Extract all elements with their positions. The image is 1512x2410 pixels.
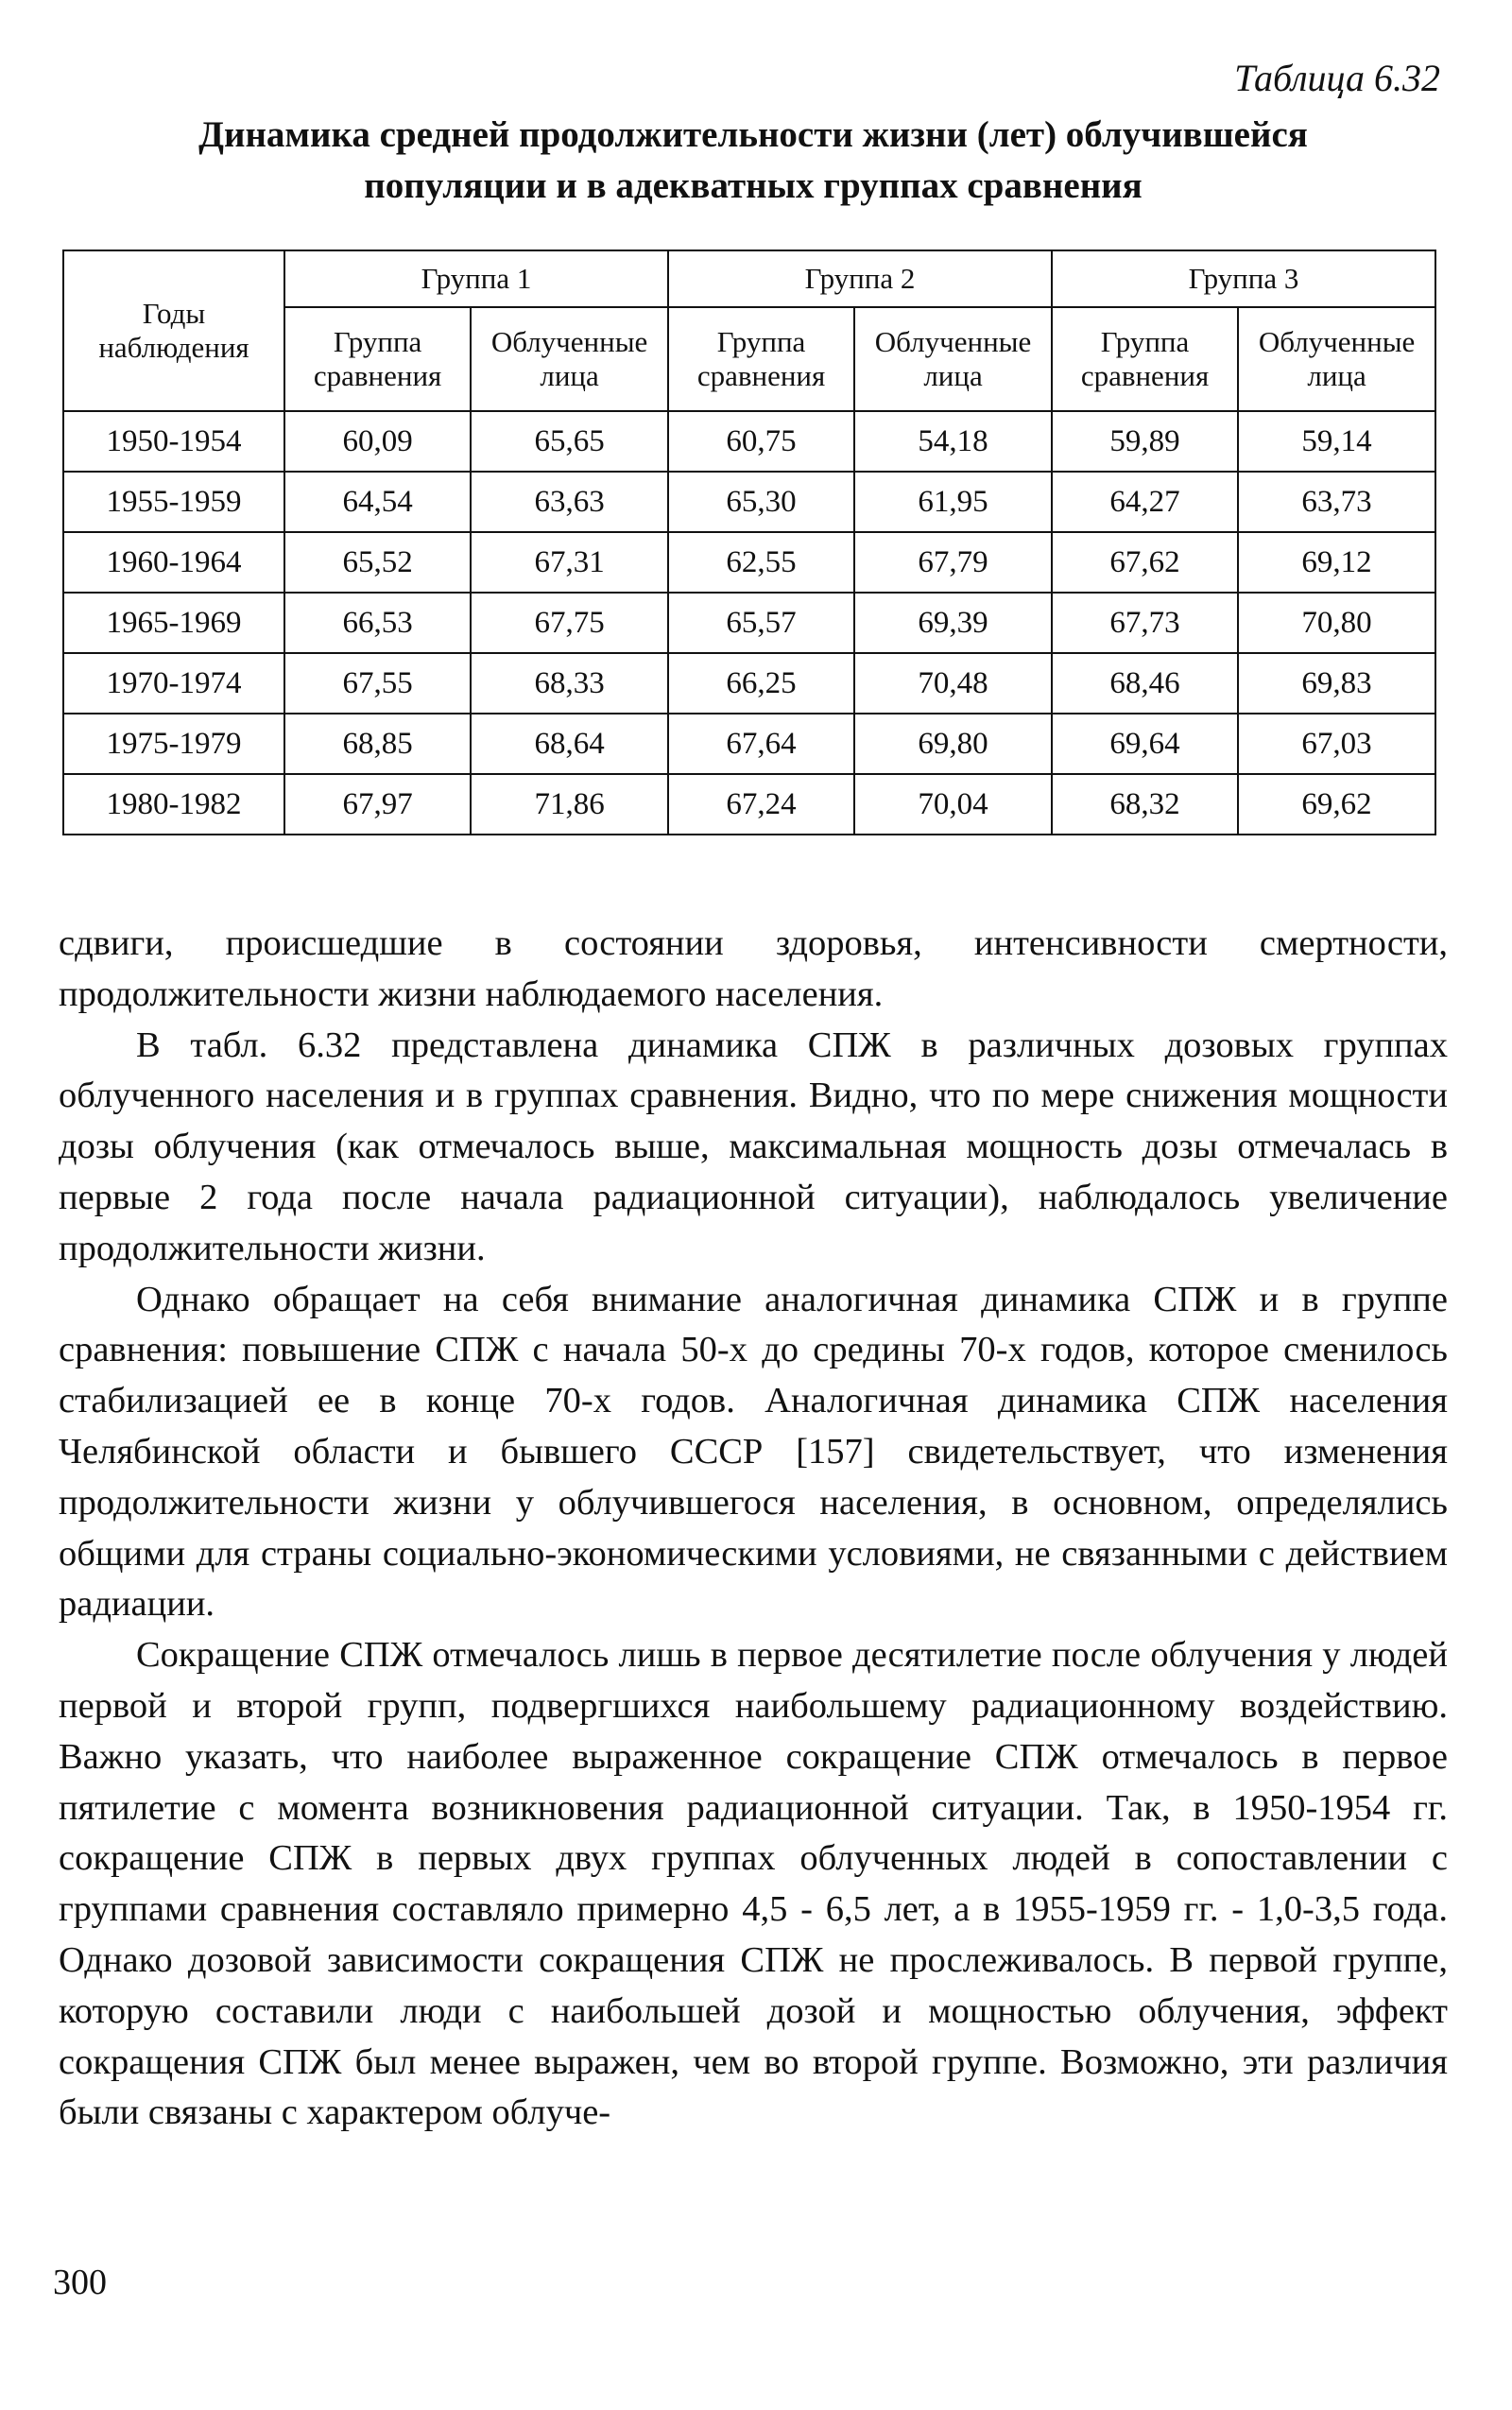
table-cell: 69,39 (854, 593, 1052, 653)
table-cell: 67,55 (284, 653, 471, 714)
table-cell: 66,53 (284, 593, 471, 653)
table-cell: 66,25 (668, 653, 854, 714)
table-cell: 59,89 (1052, 411, 1238, 472)
group-3-irradiated-header: Облученные лица (1238, 307, 1435, 411)
table-cell: 69,83 (1238, 653, 1435, 714)
table-cell: 63,73 (1238, 472, 1435, 532)
table-cell: 60,09 (284, 411, 471, 472)
paragraph: В табл. 6.32 представлена динамика СПЖ в различных дозовых группах облученного населения и в группах сравнения. Видно, что по мере снижения мощности дозы облучения (как отмечалось выше, максимальная мощность дозы отмечалась в первые 2 года после начала радиационной ситуации), наблюдалось увеличение продолжительности жизни. (59, 1024, 1448, 1268)
row-years: 1975-1979 (63, 714, 284, 774)
table-cell: 59,14 (1238, 411, 1435, 472)
group-1-irradiated-header: Облученные лица (471, 307, 668, 411)
row-years: 1965-1969 (63, 593, 284, 653)
table-cell: 64,27 (1052, 472, 1238, 532)
row-years: 1970-1974 (63, 653, 284, 714)
table-cell: 67,97 (284, 774, 471, 835)
table-cell: 67,31 (471, 532, 668, 593)
table-cell: 65,52 (284, 532, 471, 593)
table-cell: 65,65 (471, 411, 668, 472)
table-cell: 69,62 (1238, 774, 1435, 835)
table-row (63, 532, 1435, 593)
row-years: 1950-1954 (63, 411, 284, 472)
page (59, 38, 1448, 2139)
table-cell: 54,18 (854, 411, 1052, 472)
table-row (63, 653, 1435, 714)
table-cell: 69,12 (1238, 532, 1435, 593)
table-cell: 67,64 (668, 714, 854, 774)
table-title-line-2: популяции и в адекватных группах сравнения (364, 165, 1143, 206)
table-cell: 67,03 (1238, 714, 1435, 774)
table-cell: 68,85 (284, 714, 471, 774)
table-cell: 67,79 (854, 532, 1052, 593)
life-expectancy-table (62, 250, 1436, 835)
group-2-comparison-header: Группа сравнения (668, 307, 854, 411)
table-cell: 65,57 (668, 593, 854, 653)
table-row (63, 593, 1435, 653)
body-text (59, 919, 1448, 2139)
table-cell: 68,46 (1052, 653, 1238, 714)
table-row (63, 411, 1435, 472)
table-cell: 60,75 (668, 411, 854, 472)
table-cell: 67,62 (1052, 532, 1238, 593)
group-2-irradiated-header: Облученные лица (854, 307, 1052, 411)
table-row (63, 714, 1435, 774)
years-header: Годы наблюдения (63, 250, 284, 411)
table-row (63, 472, 1435, 532)
group-1-comparison-header: Группа сравнения (284, 307, 471, 411)
paragraph: Сокращение СПЖ отмечалось лишь в первое десятилетие после облучения у людей первой и второй групп, подвергшихся наибольшему радиационному воздействию. Важно указать, что наиболее выраженное сокращение СПЖ отмечалось в первое пятилетие с момента возникновения радиационной ситуации. Так, в 1950-1954 гг. сокращение СПЖ в первых двух группах облученных людей в сопоставлении с группами сравнения составляло примерно 4,5 - 6,5 лет, а в 1955-1959 гг. - 1,0-3,5 года. Однако дозовой зависимости сокращения СПЖ не прослеживалось. В первой группе, которую составили люди с наибольшей дозой и мощностью облучения, эффект сокращения СПЖ был менее выражен, чем во второй группе. Возможно, эти различия были связаны с характером облуче- (59, 1635, 1448, 2133)
table-cell: 69,64 (1052, 714, 1238, 774)
group-2-header: Группа 2 (668, 250, 1052, 307)
table-title-line-1: Динамика средней продолжительности жизни (лет) облучившейся (198, 114, 1308, 155)
table-cell: 71,86 (471, 774, 668, 835)
table-cell: 69,80 (854, 714, 1052, 774)
table-cell: 70,80 (1238, 593, 1435, 653)
table-label: Таблица 6.32 (1234, 57, 1440, 99)
group-3-header: Группа 3 (1052, 250, 1435, 307)
table-cell: 62,55 (668, 532, 854, 593)
row-years: 1980-1982 (63, 774, 284, 835)
table-cell: 63,63 (471, 472, 668, 532)
table-cell: 70,04 (854, 774, 1052, 835)
row-years: 1955-1959 (63, 472, 284, 532)
table-cell: 68,64 (471, 714, 668, 774)
table-title (59, 110, 1448, 212)
group-1-header: Группа 1 (284, 250, 668, 307)
table-cell: 67,73 (1052, 593, 1238, 653)
table-cell: 68,32 (1052, 774, 1238, 835)
table-cell: 64,54 (284, 472, 471, 532)
table-row (63, 774, 1435, 835)
paragraph-continuation: сдвиги, происшедшие в состоянии здоровья, интенсивности смертности, продолжительности жизни наблюдаемого населения. (59, 923, 1448, 1014)
table-cell: 67,24 (668, 774, 854, 835)
table-cell: 65,30 (668, 472, 854, 532)
paragraph: Однако обращает на себя внимание аналогичная динамика СПЖ и в группе сравнения: повышение СПЖ с начала 50-х до средины 70-х годов, которое сменилось стабилизацией ее в конце 70-х годов. Аналогичная динамика СПЖ населения Челябинской области и бывшего СССР [157] свидетельствует, что изменения продолжительности жизни у облучившегося населения, в основном, определялись общими для страны социально-экономическими условиями, не связанными с действием радиации. (59, 1279, 1448, 1625)
page-number: 300 (53, 2263, 107, 2302)
row-years: 1960-1964 (63, 532, 284, 593)
group-3-comparison-header: Группа сравнения (1052, 307, 1238, 411)
table-cell: 68,33 (471, 653, 668, 714)
table-cell: 70,48 (854, 653, 1052, 714)
table-cell: 67,75 (471, 593, 668, 653)
table-cell: 61,95 (854, 472, 1052, 532)
